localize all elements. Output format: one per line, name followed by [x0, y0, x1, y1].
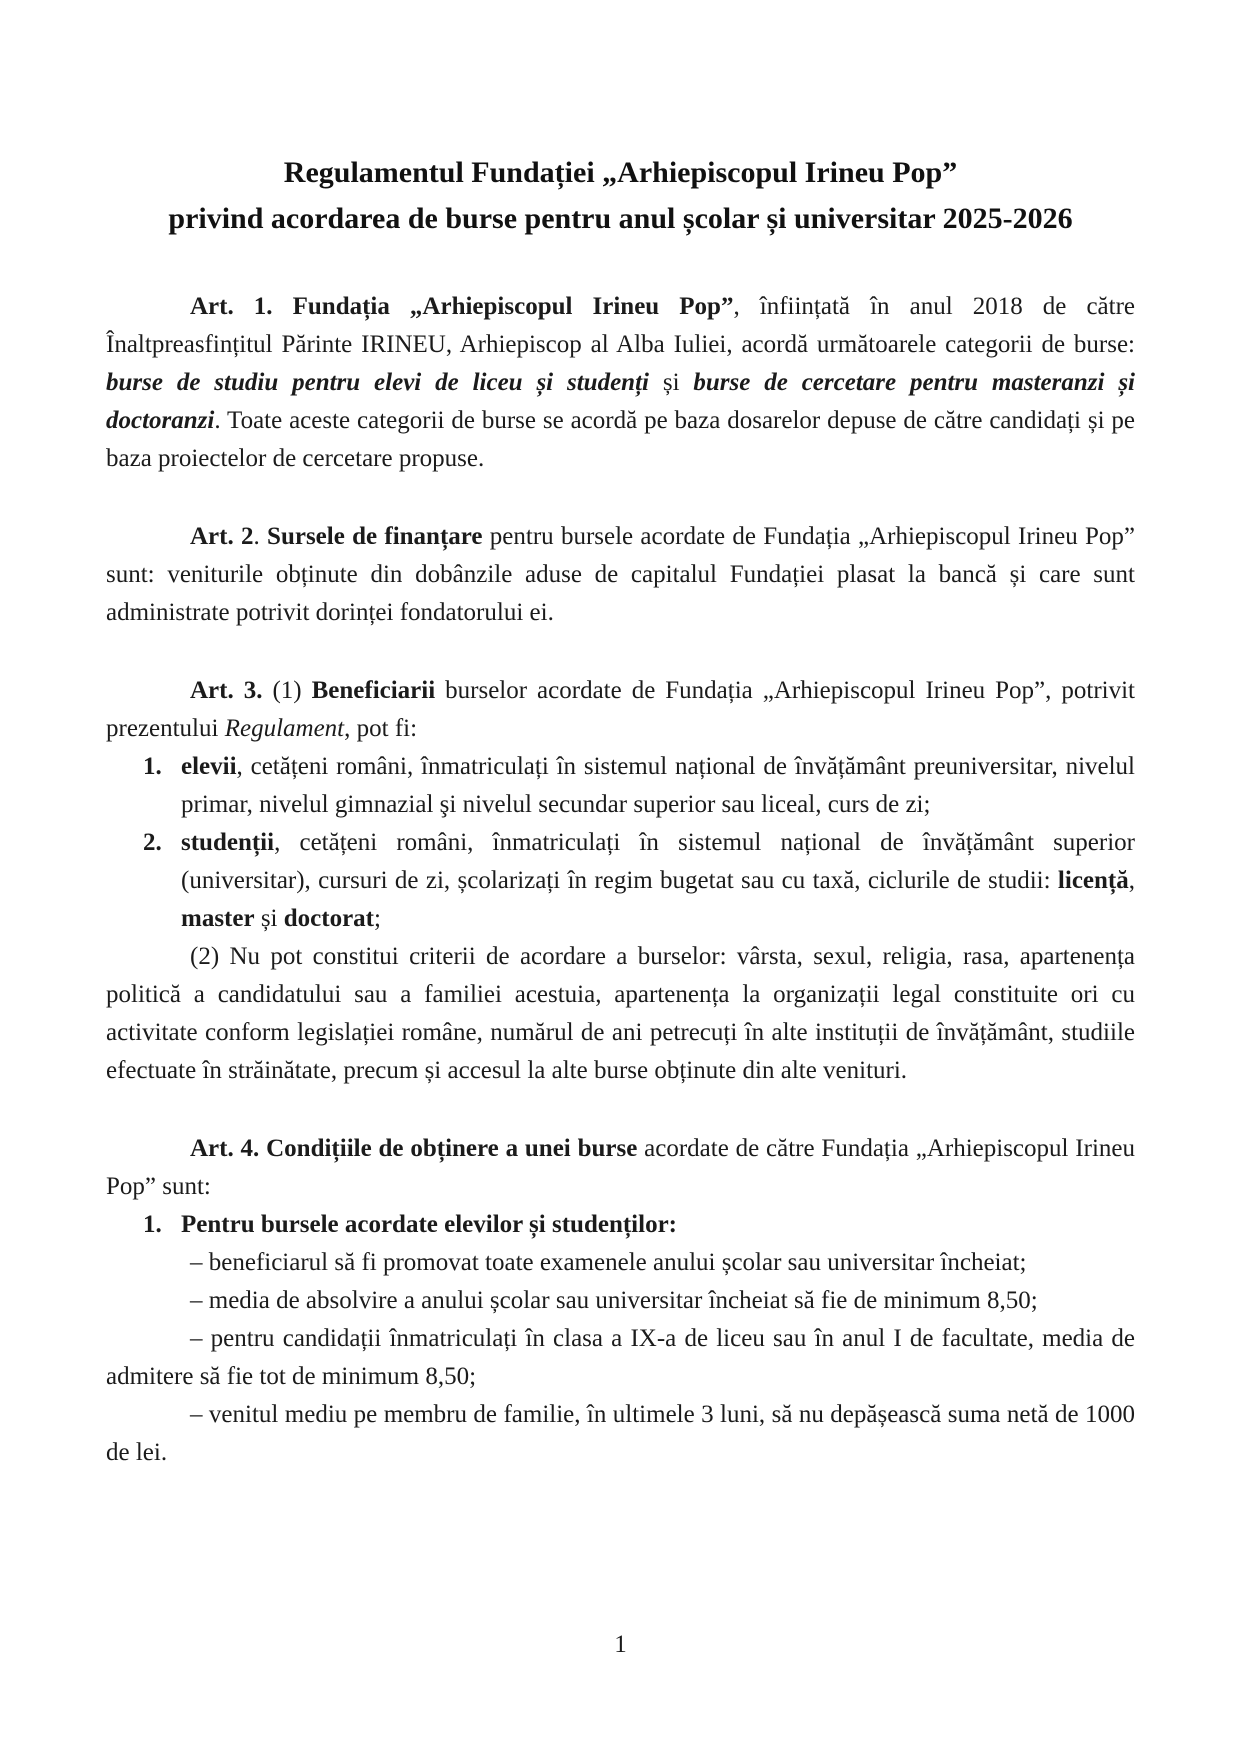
- text-run: Art. 3.: [190, 677, 263, 704]
- text-run: pentru bursele acordate de Fundația „Arhiepiscopul Irineu Pop” sunt: veniturile obținute din dobânzile aduse de capitalul Fundației plasat la bancă și care sunt administrate potrivit dorinței fondatorului ei.: [106, 523, 1135, 626]
- article-3-intro-paragraph: [106, 672, 1135, 748]
- text-run: licență: [1057, 867, 1129, 894]
- text-run: și: [648, 369, 694, 396]
- text-run: studenții: [181, 829, 275, 856]
- condition-item: – venitul mediu pe membru de familie, în ultimele 3 luni, să nu depășească suma netă de 1000 de lei.: [106, 1401, 1135, 1466]
- article-4-intro-paragraph: [106, 1130, 1135, 1206]
- text-run: , cetățeni români, înmatriculați în sistemul național de învățământ preuniversitar, nivelul primar, nivelul gimnazial şi nivelul secundar superior sau liceal, curs de zi;: [181, 753, 1135, 818]
- list-item: [143, 748, 1135, 824]
- list-item: [143, 1206, 1135, 1244]
- text-run: Sursele de finanțare: [267, 523, 483, 550]
- title-line-2: privind acordarea de burse pentru anul școlar și universitar 2025-2026: [168, 202, 1073, 235]
- text-run: și: [254, 905, 284, 932]
- article-1-paragraph: [106, 288, 1135, 478]
- text-run: Pentru bursele acordate elevilor și studenților:: [181, 1211, 677, 1238]
- condition-item: – pentru candidații înmatriculați în clasa a IX-a de liceu sau în anul I de facultate, media de admitere să fie tot de minimum 8,50;: [106, 1325, 1135, 1390]
- text-run: ,: [1128, 867, 1135, 894]
- list-item-marker: 1.: [143, 1211, 162, 1238]
- text-run: (1): [262, 677, 312, 704]
- text-run: .: [253, 523, 268, 550]
- text-run: doctorat: [283, 905, 375, 932]
- text-run: burse de studiu pentru elevi de liceu și studenți: [106, 369, 649, 396]
- article-2-paragraph: [106, 518, 1135, 632]
- text-run: acordate de către Fundația „Arhiepiscopul Irineu Pop” sunt:: [106, 1135, 1135, 1200]
- text-run: burselor acordate de Fundația „Arhiepiscopul Irineu Pop”, potrivit prezentului: [106, 677, 1135, 742]
- list-item: [143, 824, 1135, 938]
- condition-item: – beneficiarul să fi promovat toate examenele anului școlar sau universitar încheiat;: [190, 1249, 1027, 1276]
- text-run: elevii: [181, 753, 237, 780]
- text-run: Art. 2: [190, 523, 254, 550]
- text-run: Art. 4. Condițiile de obținere a unei burse: [190, 1135, 638, 1162]
- text-run: , înființată în anul 2018 de către Înaltpreasfințitul Părinte IRINEU, Arhiepiscop al Alba Iuliei, acordă următoarele categorii de burse:: [106, 293, 1136, 358]
- text-run: burse de cercetare pentru masteranzi și doctoranzi: [106, 369, 1135, 434]
- text-run: . Toate aceste categorii de burse se acordă pe baza dosarelor depuse de către candidați și pe baza proiectelor de cercetare propuse.: [106, 407, 1135, 472]
- title-line-1: Regulamentul Fundației „Arhiepiscopul Irineu Pop”: [283, 156, 958, 189]
- condition-item: – media de absolvire a anului școlar sau universitar încheiat să fie de minimum 8,50;: [190, 1287, 1038, 1314]
- text-run: Regulament: [224, 715, 345, 742]
- list-item-marker: 1.: [143, 753, 162, 780]
- article-3-paragraph-2: (2) Nu pot constitui criterii de acordare a burselor: vârsta, sexul, religia, rasa, apartenența politică a candidatului sau a familiei acestuia, apartenența la organizații legal constituite ori cu activitate conform legislației române, numărul de ani petrecuți în alte instituții de învățământ, studiile efectuate în străinătate, precum și accesul la alte burse obținute din alte venituri.: [106, 943, 1135, 1084]
- text-run: Art. 1. Fundația „Arhiepiscopul Irineu Pop”: [190, 293, 734, 320]
- text-run: Beneficiarii: [311, 677, 436, 704]
- document-title: [106, 150, 1135, 242]
- page-number: 1: [614, 1631, 627, 1658]
- text-run: master: [181, 905, 255, 932]
- text-run: , pot fi:: [344, 715, 418, 742]
- list-item-marker: 2.: [143, 829, 162, 856]
- text-run: , cetățeni români, înmatriculați în sistemul național de învățământ superior (universitar), cursuri de zi, școlarizați în regim bugetat sau cu taxă, ciclurile de studii:: [181, 829, 1135, 894]
- text-run: ;: [374, 905, 381, 932]
